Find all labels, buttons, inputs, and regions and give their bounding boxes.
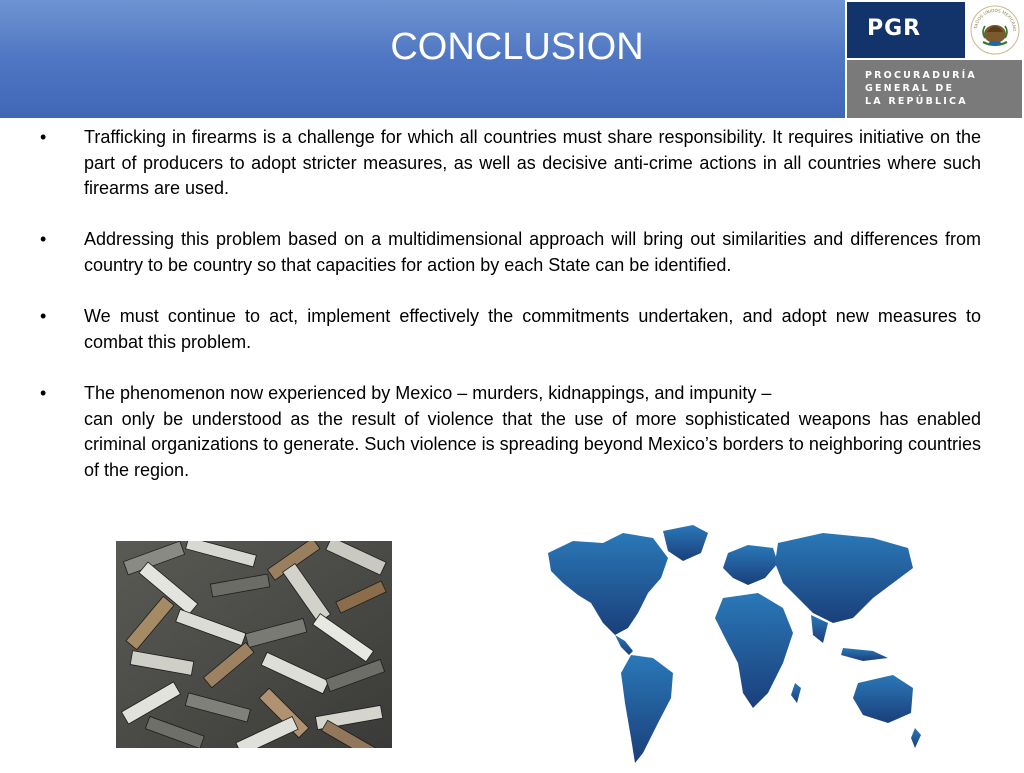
australia-shape bbox=[853, 675, 913, 723]
bullet-item bbox=[40, 125, 981, 202]
logo-line-3: LA REPÚBLICA bbox=[865, 96, 968, 107]
logo-name-panel bbox=[847, 60, 1022, 118]
bullet-item bbox=[40, 381, 981, 483]
africa-shape bbox=[715, 593, 793, 708]
logo-line-1: PROCURADURÍA bbox=[865, 70, 977, 81]
bullet-text: We must continue to act, implement effectively the commitments undertaken, and adopt new measures to combat this problem. bbox=[84, 306, 981, 352]
bullet-item bbox=[40, 227, 981, 278]
greenland-shape bbox=[663, 525, 708, 561]
central-america-shape bbox=[615, 635, 633, 655]
logo-line-2: GENERAL DE bbox=[865, 83, 955, 94]
bullet-text: Addressing this problem based on a multidimensional approach will bring out similarities and differences from country to be country so that capacities for action by each State can be identified. bbox=[84, 229, 981, 275]
europe-shape bbox=[723, 545, 778, 585]
madagascar-shape bbox=[791, 683, 801, 703]
logo-acronym-panel bbox=[847, 2, 965, 58]
bullet-item bbox=[40, 304, 981, 355]
new-zealand-shape bbox=[911, 728, 921, 748]
north-america-shape bbox=[548, 533, 668, 635]
bullet-marker: • bbox=[40, 229, 47, 250]
bullet-marker: • bbox=[40, 382, 47, 403]
world-map bbox=[543, 523, 923, 768]
seal-text: TADOS UNIDOS MEXICANO bbox=[973, 7, 1018, 32]
bullet-text: The phenomenon now experienced by Mexico – murders, kidnappings, and impunity – bbox=[84, 382, 772, 403]
mexico-seal-icon bbox=[967, 2, 1023, 58]
indonesia-shape bbox=[841, 648, 888, 661]
bullet-text-continued: can only be understood as the result of violence that the use of more sophisticated weapons has enabled criminal organizations to generate. Such violence is spreading beyond Mexico’s borders to neighboring countries of the region. bbox=[84, 408, 981, 480]
seized-firearms-photo bbox=[116, 541, 392, 748]
bullet-marker: • bbox=[40, 127, 47, 147]
pgr-logo bbox=[845, 0, 1024, 118]
slide-title: CONCLUSION bbox=[390, 26, 644, 68]
bullet-text: Trafficking in firearms is a challenge for which all countries must share responsibility. It requires initiative on the part of producers to adopt stricter measures, as well as decisive anti-crime actions in all countries where such firearms are used. bbox=[84, 127, 981, 199]
south-america-shape bbox=[621, 655, 673, 763]
asia-shape bbox=[775, 533, 913, 623]
bullet-marker: • bbox=[40, 306, 47, 327]
logo-acronym: PGR bbox=[867, 16, 922, 41]
bullet-list bbox=[40, 125, 981, 509]
